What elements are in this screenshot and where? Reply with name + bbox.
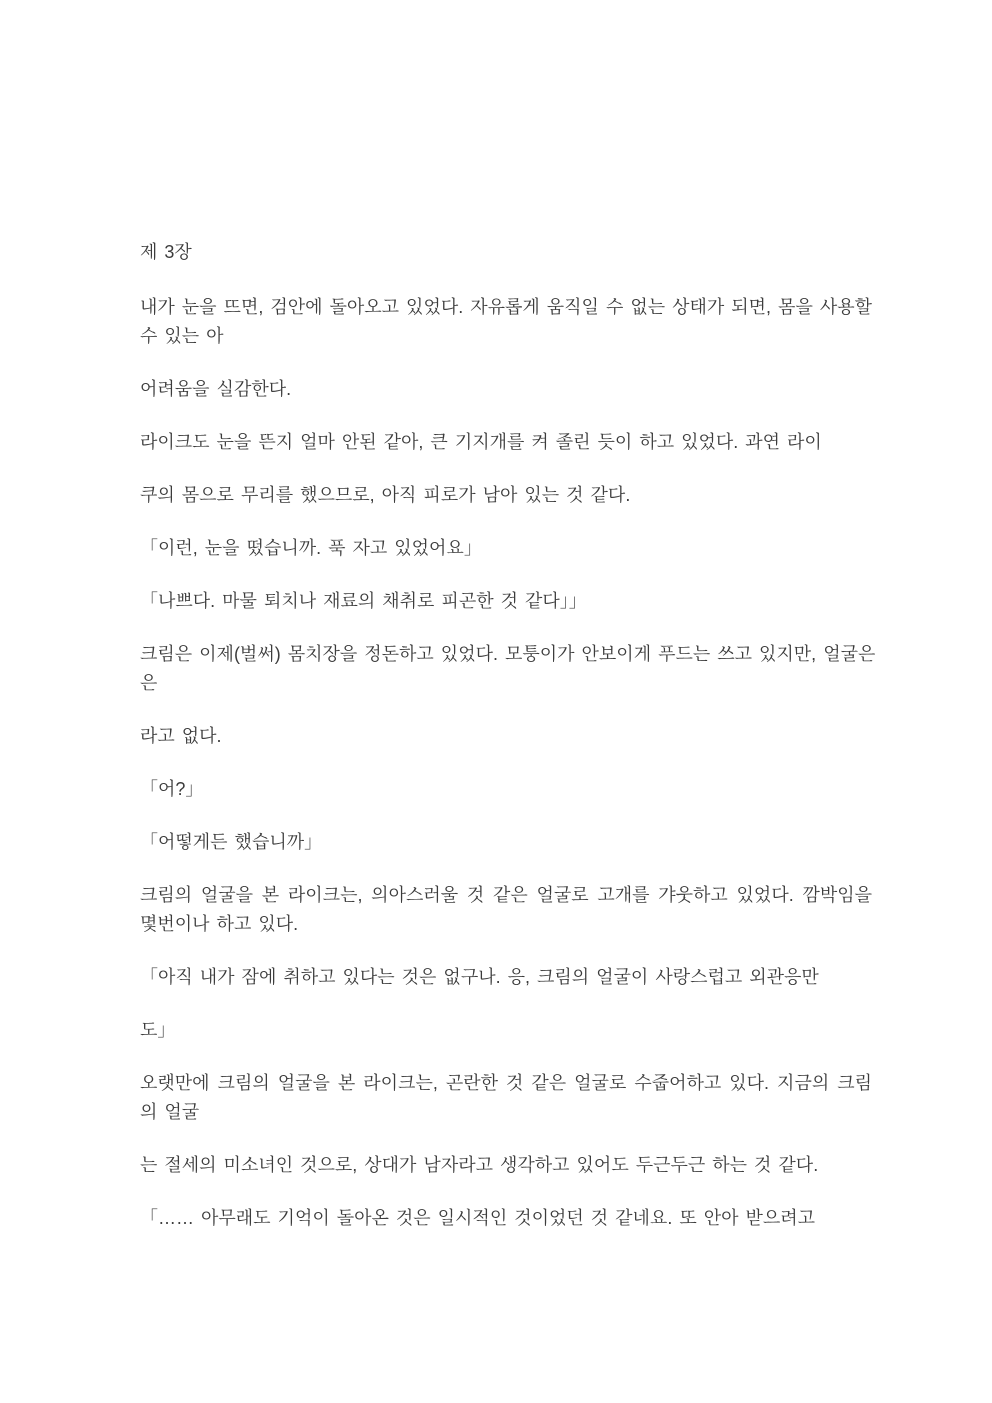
text-line: 라이크도 눈을 뜬지 얼마 안된 같아, 큰 기지개를 켜 졸린 듯이 하고 있었다. 과연 라이: [140, 432, 822, 452]
document-body: [140, 238, 876, 1233]
paragraph: [140, 1069, 872, 1127]
text-line: 라고 없다.: [140, 726, 222, 746]
text-line: 「…… 아무래도 기억이 돌아온 것은 일시적인 것이었던 것 같네요. 또 안아 받으려고: [140, 1208, 816, 1228]
text-line: 크림의 얼굴을 본 라이크는, 의아스러울 것 같은 얼굴로 고개를 갸웃하고 있었다. 깜박임을: [140, 885, 872, 905]
paragraph: [140, 640, 876, 698]
chapter-title: 제 3장: [140, 242, 192, 262]
text-line: 수 있는 아: [140, 326, 224, 346]
text-line: 은: [140, 673, 158, 693]
text-line: 도」: [140, 1020, 176, 1040]
text-line: 「이런, 눈을 떴습니까. 푹 자고 있었어요」: [140, 538, 482, 558]
paragraph: [140, 881, 872, 939]
text-line: 쿠의 몸으로 무리를 했으므로, 아직 피로가 남아 있는 것 같다.: [140, 485, 631, 505]
text-line: 내가 눈을 뜨면, 검안에 돌아오고 있었다. 자유롭게 움직일 수 없는 상태가 되면, 몸을 사용할: [140, 297, 872, 317]
text-line: 는 절세의 미소녀인 것으로, 상대가 남자라고 생각하고 있어도 두근두근 하는 것 같다.: [140, 1155, 819, 1175]
paragraph: [140, 293, 872, 351]
text-line: 오랫만에 크림의 얼굴을 본 라이크는, 곤란한 것 같은 얼굴로 수줍어하고 있다. 지금의 크림: [140, 1073, 872, 1093]
paragraph: [140, 722, 872, 751]
paragraph: [140, 963, 872, 992]
paragraph: [140, 1016, 872, 1045]
paragraph: [140, 375, 872, 404]
paragraph: [140, 534, 872, 563]
paragraph: [140, 587, 872, 616]
text-line: 어려움을 실감한다.: [140, 379, 292, 399]
paragraph: [140, 1204, 872, 1233]
chapter-heading: [140, 238, 872, 267]
text-line: 「나쁘다. 마물 퇴치나 재료의 채취로 피곤한 것 같다」」: [140, 591, 587, 611]
paragraph: [140, 775, 872, 804]
text-line: 크림은 이제(벌써) 몸치장을 정돈하고 있었다. 모퉁이가 안보이게 푸드는 쓰고 있지만, 얼굴은: [140, 644, 876, 664]
text-line: 의 얼굴: [140, 1102, 200, 1122]
paragraph: [140, 428, 872, 457]
text-line: 「어떻게든 했습니까」: [140, 832, 323, 852]
text-line: 「아직 내가 잠에 취하고 있다는 것은 없구나. 응, 크림의 얼굴이 사랑스럽고 외관응만: [140, 967, 819, 987]
text-line: 몇번이나 하고 있다.: [140, 914, 299, 934]
paragraph: [140, 828, 872, 857]
text-line: 「어?」: [140, 779, 204, 799]
paragraph: [140, 481, 872, 510]
paragraph: [140, 1151, 872, 1180]
